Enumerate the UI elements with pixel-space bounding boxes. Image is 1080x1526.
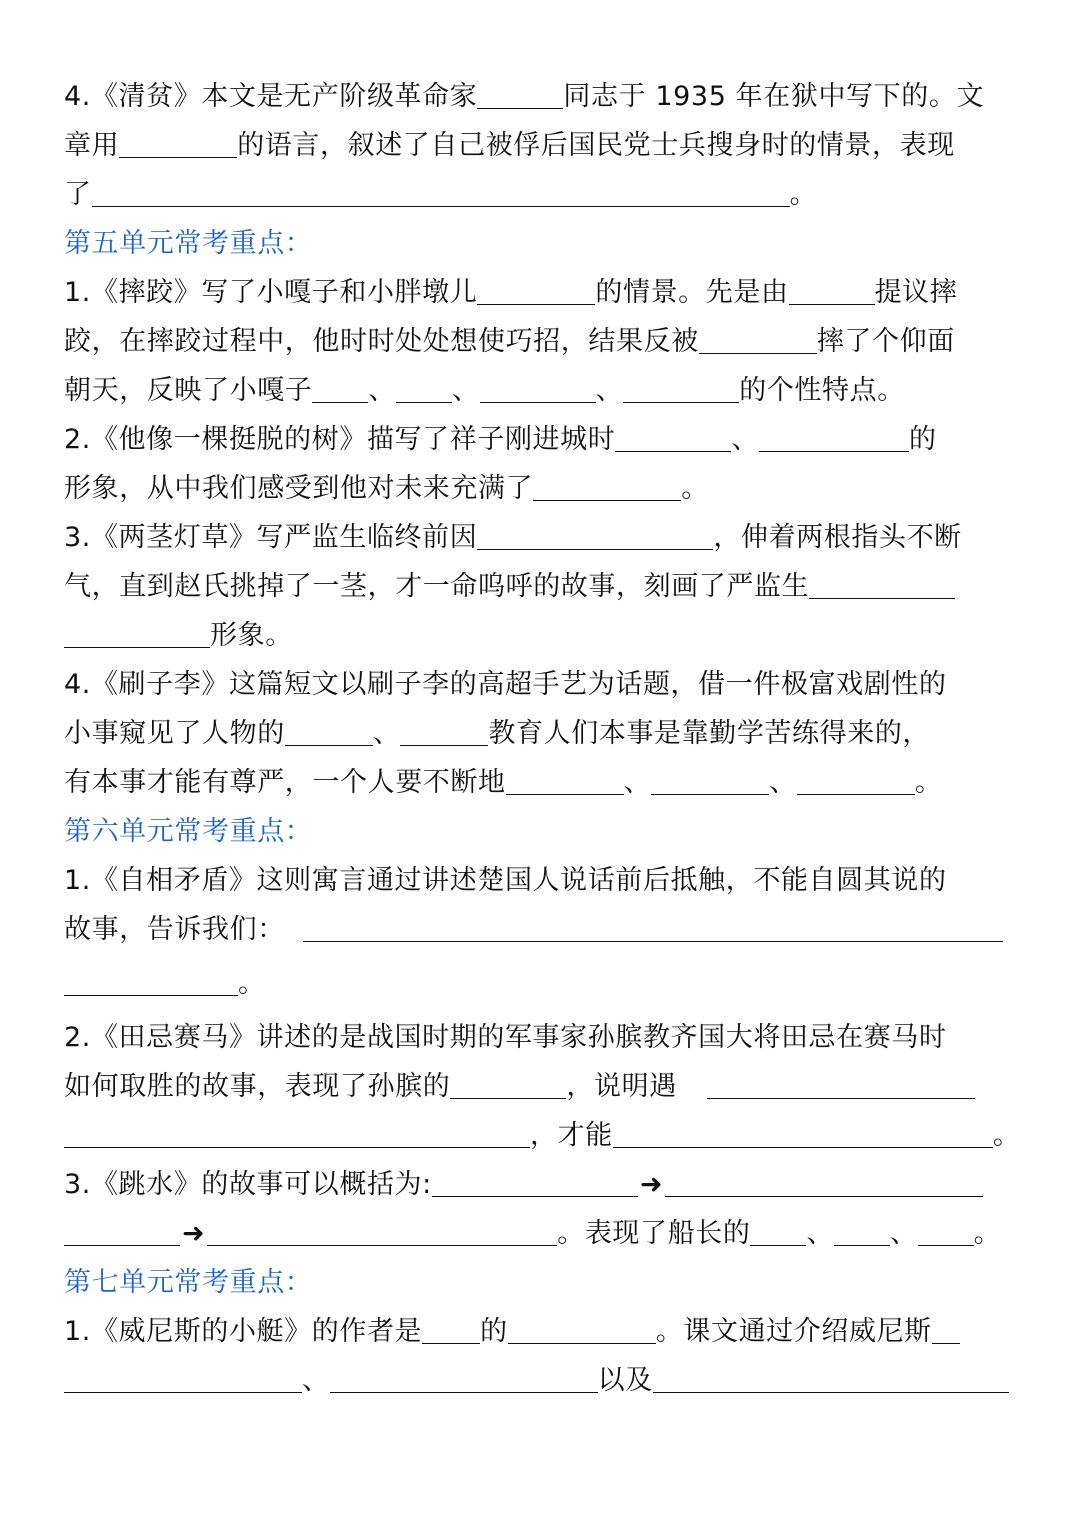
answer-blank[interactable]: [285, 715, 373, 746]
question-text: 有本事才能有尊严，一个人要不断地: [64, 767, 506, 798]
answer-blank[interactable]: [834, 1215, 890, 1246]
question-text: 、: [595, 375, 624, 406]
answer-blank[interactable]: [615, 421, 731, 452]
answer-blank[interactable]: [918, 1215, 974, 1246]
question-line: [64, 1062, 1018, 1111]
answer-blank[interactable]: [623, 372, 739, 403]
question-text: 小事窥见了人物的: [64, 718, 285, 749]
answer-blank[interactable]: [92, 176, 790, 207]
answer-blank[interactable]: [477, 519, 713, 550]
answer-blank[interactable]: [651, 764, 769, 795]
question-text: 、: [769, 767, 797, 798]
answer-blank[interactable]: [477, 78, 563, 109]
question-text: 1.《威尼斯的小艇》的作者是: [64, 1316, 423, 1347]
question-text: 的情景。先是由: [595, 277, 789, 308]
question-line: [64, 513, 1018, 562]
question-text: 形象。: [210, 620, 293, 651]
answer-blank[interactable]: [809, 568, 955, 599]
arrow-right-icon: ➜: [639, 1169, 664, 1200]
question-text: 。: [789, 179, 818, 210]
question-text: 、: [623, 767, 652, 798]
answer-blank[interactable]: [312, 372, 368, 403]
question-text: 2.《他像一棵挺脱的树》描写了祥子刚进城时: [64, 424, 616, 455]
answer-blank[interactable]: [64, 1117, 530, 1148]
question-text: 气，直到赵氏挑掉了一茎，才一命呜呼的故事，刻画了严监生: [64, 571, 810, 602]
question-text: 。课文通过介绍威尼斯: [655, 1316, 932, 1347]
answer-blank[interactable]: [480, 372, 596, 403]
question-text: 、: [731, 424, 759, 455]
answer-blank[interactable]: [396, 372, 452, 403]
section-heading-unit6: 第六单元常考重点：: [64, 816, 313, 847]
answer-blank[interactable]: [64, 617, 210, 648]
question-text: 同志于 1935 年在狱中写下的。文: [563, 81, 985, 112]
answer-blank[interactable]: [432, 1166, 638, 1197]
answer-blank[interactable]: [119, 127, 237, 158]
question-text: ，伸着两根指头不断: [713, 522, 962, 553]
question-text: 如何取胜的故事，表现了孙膑的: [64, 1071, 451, 1102]
question-line: [64, 856, 1018, 905]
question-text: 。: [681, 473, 709, 504]
question-line: [64, 317, 1018, 366]
question-line: [64, 1307, 1018, 1356]
answer-blank[interactable]: [665, 1166, 983, 1197]
question-line: [64, 72, 1018, 121]
question-text: 、: [890, 1218, 918, 1249]
question-text: 的语言，叙述了自己被俘后国民党士兵搜身时的情景，表现: [237, 130, 955, 161]
answer-blank[interactable]: [400, 715, 488, 746]
answer-blank[interactable]: [330, 1362, 598, 1393]
question-text: 摔了个仰面: [816, 326, 955, 357]
question-text: 4.《刷子李》这篇短文以刷子李的高超手艺为话题，借一件极富戏剧性的: [64, 669, 947, 700]
answer-blank[interactable]: [533, 470, 681, 501]
answer-blank[interactable]: [750, 1215, 806, 1246]
answer-blank[interactable]: [422, 1313, 480, 1344]
question-line: [64, 959, 1018, 1013]
question-text: 跤，在摔跤过程中，他时时处处想使巧招，结果反被: [64, 326, 699, 357]
question-line: [64, 905, 1018, 959]
section-heading-unit5: 第五单元常考重点：: [64, 228, 313, 259]
question-text: 、: [372, 718, 401, 749]
question-line: [64, 1209, 1018, 1258]
question-text: 教育人们本事是靠勤学苦练得来的，: [488, 718, 931, 749]
question-text: 的: [908, 424, 937, 455]
question-text: 1.《摔跤》写了小嘎子和小胖墩儿: [64, 277, 478, 308]
question-line: [64, 709, 1018, 758]
question-text: 。: [973, 1218, 1002, 1249]
answer-blank[interactable]: [450, 1068, 566, 1099]
question-line: [64, 415, 1018, 464]
question-line: [64, 611, 1018, 660]
answer-blank[interactable]: [508, 1313, 656, 1344]
question-text: 以及: [597, 1365, 653, 1396]
answer-blank[interactable]: [932, 1313, 960, 1344]
answer-blank[interactable]: [759, 421, 909, 452]
question-text: 了: [64, 179, 92, 210]
question-text: 、: [806, 1218, 835, 1249]
answer-blank[interactable]: [64, 965, 238, 996]
question-text: 3.《两茎灯草》写严监生临终前因: [64, 522, 478, 553]
question-line: [64, 1111, 1021, 1160]
question-text: 2.《田忌赛马》讲述的是战国时期的军事家孙膑教齐国大将田忌在赛马时: [64, 1022, 947, 1053]
question-text: 。表现了船长的: [557, 1218, 751, 1249]
answer-blank[interactable]: [653, 1362, 1009, 1393]
answer-blank[interactable]: [477, 274, 595, 305]
question-text: ，说明遇: [566, 1071, 677, 1102]
question-line: [64, 170, 1018, 219]
question-line: [64, 758, 1018, 807]
question-line: [64, 464, 1018, 513]
question-line: [64, 562, 1018, 611]
question-line: [64, 1356, 1018, 1405]
answer-blank[interactable]: [613, 1117, 993, 1148]
question-text: 的个性特点。: [739, 375, 905, 406]
question-line: [64, 121, 1018, 170]
worksheet: [64, 72, 1021, 1405]
answer-blank[interactable]: [789, 274, 875, 305]
question-text: 3.《跳水》的故事可以概括为:: [64, 1169, 432, 1200]
question-text: 、: [452, 375, 480, 406]
question-text: 朝天，反映了小嘎子: [64, 375, 313, 406]
answer-blank[interactable]: [64, 1215, 180, 1246]
answer-blank[interactable]: [64, 1362, 302, 1393]
question-text: 形象，从中我们感受到他对未来充满了: [64, 473, 534, 504]
question-text: ，才能: [530, 1120, 613, 1151]
question-text: 4.《清贫》本文是无产阶级革命家: [64, 81, 478, 112]
question-text: 的: [480, 1316, 508, 1347]
answer-blank[interactable]: [707, 1068, 975, 1099]
answer-blank[interactable]: [797, 764, 915, 795]
question-text: 。: [914, 767, 943, 798]
question-text: 。: [992, 1120, 1021, 1151]
answer-blank[interactable]: [207, 1215, 557, 1246]
section-heading-unit7: 第七单元常考重点：: [64, 1267, 313, 1298]
arrow-right-icon: ➜: [182, 1218, 206, 1249]
question-line: [64, 1160, 1018, 1209]
question-text: 、: [302, 1365, 330, 1396]
answer-blank[interactable]: [303, 911, 1003, 942]
question-line: [64, 366, 1018, 415]
answer-blank[interactable]: [699, 323, 817, 354]
question-text: 章用: [64, 130, 120, 161]
question-text: 。: [238, 968, 266, 999]
question-text: 1.《自相矛盾》这则寓言通过讲述楚国人说话前后抵触，不能自圆其说的: [64, 865, 947, 896]
question-text: 、: [368, 375, 397, 406]
question-line: [64, 1013, 1018, 1062]
question-text: 提议摔: [874, 277, 958, 308]
question-line: [64, 660, 1018, 709]
answer-blank[interactable]: [506, 764, 624, 795]
question-text: 故事，告诉我们：: [64, 914, 285, 945]
question-line: [64, 268, 1018, 317]
